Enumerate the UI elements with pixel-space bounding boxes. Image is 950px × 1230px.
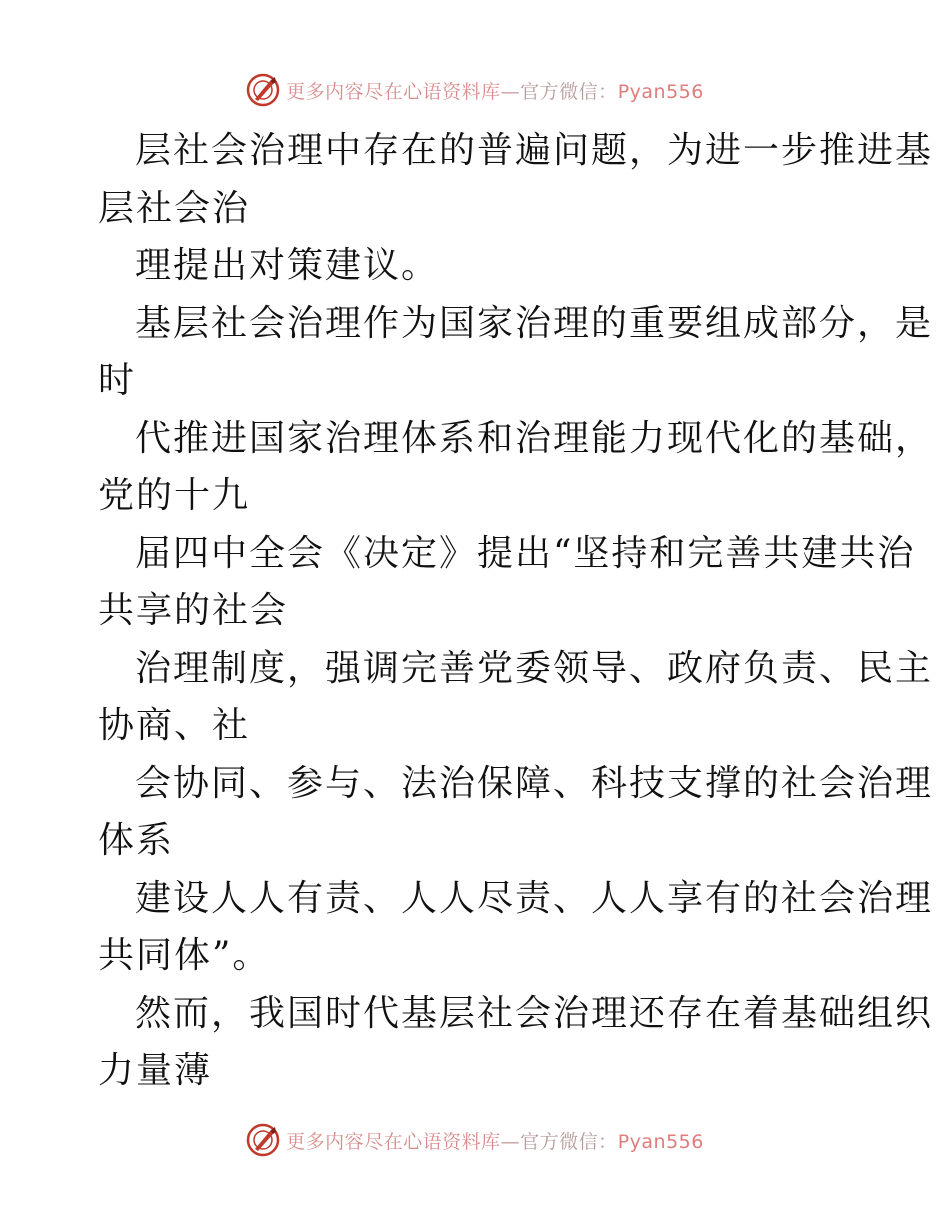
text-line: 然而，我国时代基层社会治理还存在着基础组织 xyxy=(135,992,934,1034)
footer-banner-main: 更多内容尽在心语资料库 xyxy=(286,1130,501,1153)
footer-banner-wechat-label: 官方微信： xyxy=(520,1130,618,1153)
header-banner-separator: — xyxy=(500,80,521,103)
footer-watermark xyxy=(0,1120,950,1160)
header-banner-wechat-id: Pyan556 xyxy=(617,80,704,103)
footer-banner-separator: — xyxy=(500,1130,521,1153)
text-line: 建设人人有责、人人尽责、人人享有的社会治理 xyxy=(135,877,934,919)
text-line: 共享的社会 xyxy=(98,590,289,631)
header-watermark xyxy=(0,70,950,110)
brand-logo-icon xyxy=(246,73,280,107)
document-body xyxy=(98,122,934,1100)
text-line: 体系 xyxy=(98,820,175,861)
text-line: 时 xyxy=(98,360,137,401)
text-line: 力量薄 xyxy=(98,1050,213,1091)
text-line: 治理制度，强调完善党委领导、政府负责、民主 xyxy=(135,647,934,689)
text-line: 协商、社 xyxy=(98,705,251,746)
header-banner-text xyxy=(286,77,704,104)
text-line: 代推进国家治理体系和治理能力现代化的基础， xyxy=(135,417,934,459)
header-banner-main: 更多内容尽在心语资料库 xyxy=(286,80,501,103)
text-line: 层社会治理中存在的普遍问题，为进一步推进基 xyxy=(135,130,934,171)
text-line: 共同体”。 xyxy=(98,935,271,976)
text-line: 会协同、参与、法治保障、科技支撑的社会治理 xyxy=(135,762,934,804)
text-line: 届四中全会《决定》提出“坚持和完善共建共治 xyxy=(135,532,916,574)
footer-banner-text xyxy=(286,1127,704,1154)
text-line: 层社会治 xyxy=(98,187,251,229)
footer-banner-wechat-id: Pyan556 xyxy=(617,1130,704,1153)
text-line: 理提出对策建议。 xyxy=(135,245,440,286)
text-line: 基层社会治理作为国家治理的重要组成部分，是 xyxy=(135,302,934,344)
brand-logo-icon xyxy=(246,1123,280,1157)
text-line: 党的十九 xyxy=(98,475,251,516)
header-banner-wechat-label: 官方微信： xyxy=(520,80,618,103)
